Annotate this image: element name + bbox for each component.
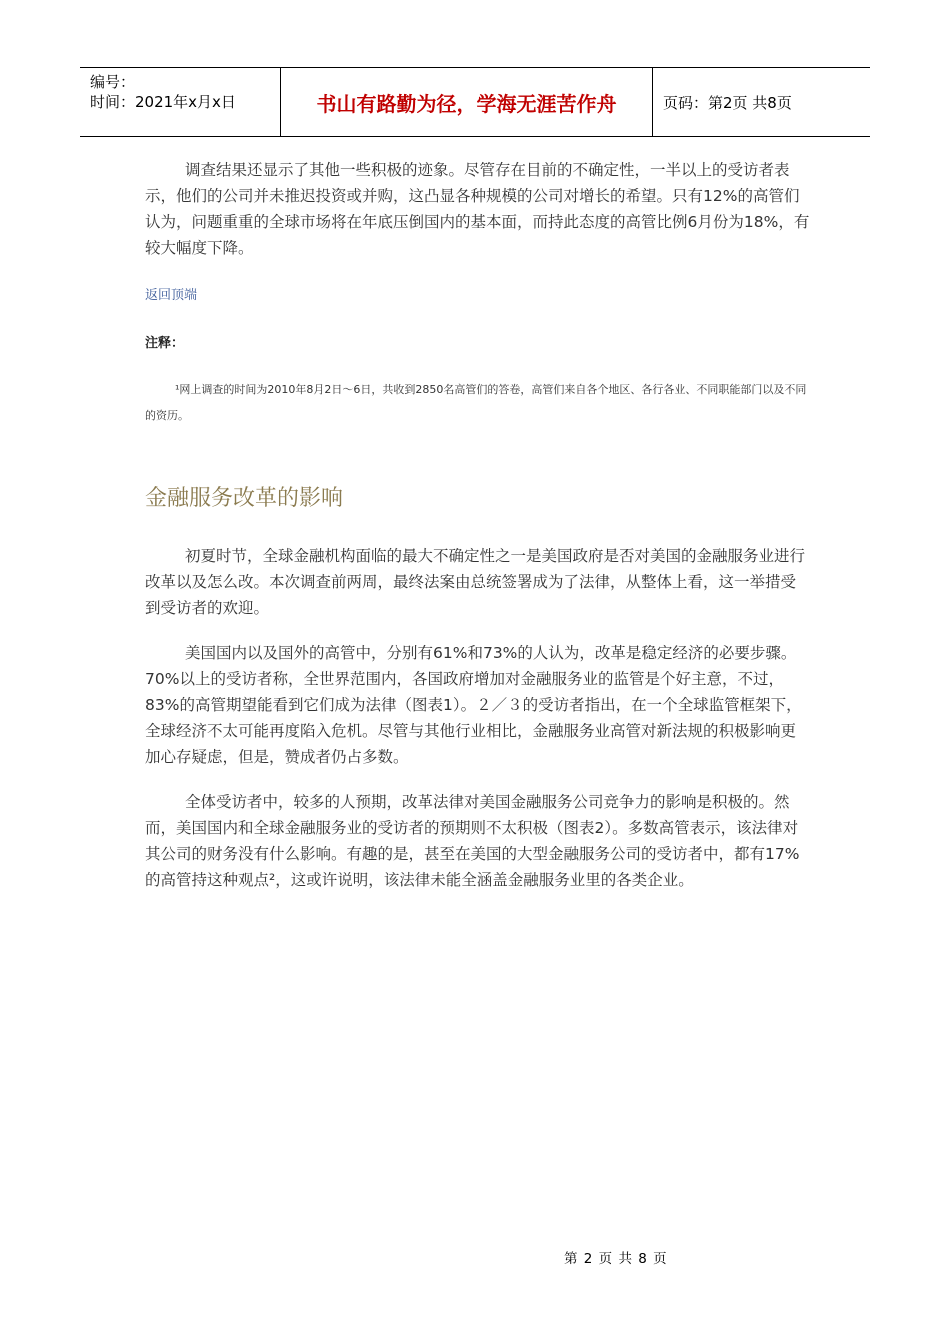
paragraph-executive-views: 美国国内以及国外的高管中，分别有61%和73%的人认为，改革是稳定经济的必要步骤。70%以上的受访者称，全世界范围内，各国政府增加对金融服务业的监管是个好主意，不过，83%的高管期望能看到它们成为法律（图表1）。２／３的受访者指出，在一个全球监管框架下，全球经济不太可能再度陷入危机。尽管与其他行业相比，金融服务业高管对新法规的积极影响更加心存疑虑，但是，赞成者仍占多数。: [145, 644, 802, 766]
header-meta: [80, 68, 281, 136]
document-date: 时间：2021年x月x日: [90, 93, 236, 111]
page-footer: 第 2 页 共 8 页: [564, 1251, 668, 1267]
footnote: ¹网上调查的时间为2010年8月2日～6日，共收到2850名高管们的答卷，高管们来自各个地区、各行各业、不同职能部门以及不同的资历。: [145, 383, 807, 422]
paragraph-survey-results: 调查结果还显示了其他一些积极的迹象。尽管存在目前的不确定性，一半以上的受访者表示，他们的公司并未推迟投资或并购，这凸显各种规模的公司对增长的希望。只有12%的高管们认为，问题重重的全球市场将在年底压倒国内的基本面，而持此态度的高管比例6月份为18%，有较大幅度下降。: [145, 161, 810, 257]
header-motto: 书山有路勤为径，学海无涯苦作舟: [281, 68, 653, 136]
back-to-top-link[interactable]: 返回顶端: [145, 288, 198, 303]
section-title: 金融服务改革的影响: [145, 486, 344, 511]
page-header: [80, 67, 870, 137]
paragraph-reform-intro: 初夏时节，全球金融机构面临的最大不确定性之一是美国政府是否对美国的金融服务业进行改革以及怎么改。本次调查前两周，最终法案由总统签署成为了法律，从整体上看，这一举措受到受访者的欢迎。: [145, 547, 806, 617]
document-number-label: 编号：: [90, 73, 136, 91]
header-page-info: 页码：第2页 共8页: [663, 93, 792, 112]
paragraph-competitiveness: 全体受访者中，较多的人预期，改革法律对美国金融服务公司竞争力的影响是积极的。然而，美国国内和全球金融服务业的受访者的预期则不太积极（图表2）。多数高管表示，该法律对其公司的财务没有什么影响。有趣的是，甚至在美国的大型金融服务公司的受访者中，都有17%的高管持这种观点²，这或许说明，该法律未能全涵盖金融服务业里的各类企业。: [145, 793, 800, 889]
notes-label: 注释：: [145, 336, 185, 351]
